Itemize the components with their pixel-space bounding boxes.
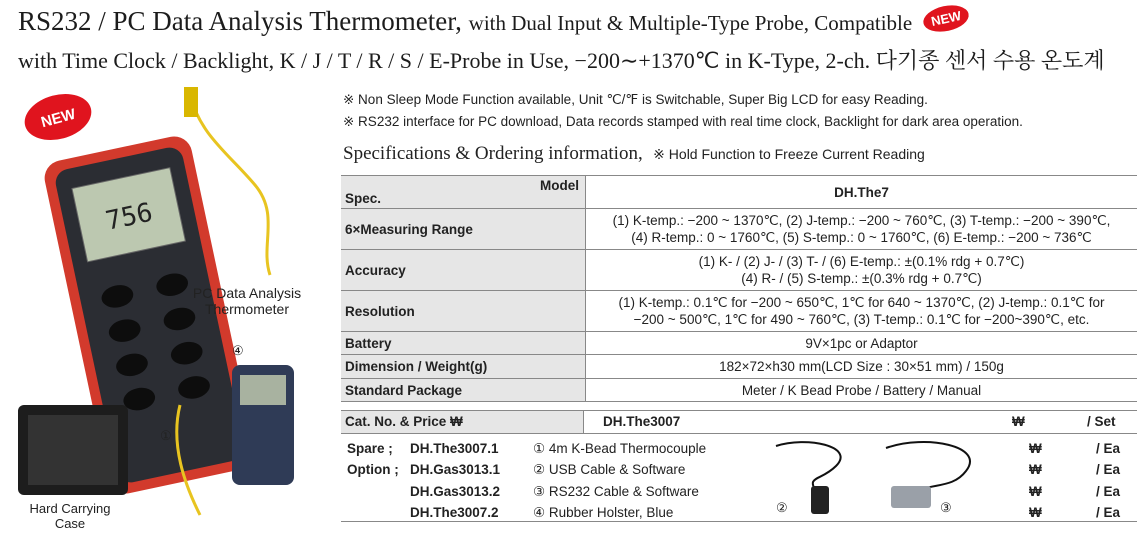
spec-line: (1) K-temp.: 0.1℃ for −200 ~ 650℃, 1℃ for 640 ~ 1370℃, (2) J-temp.: 0.1℃ for [618,295,1105,310]
spec-row-label: Battery [341,332,586,355]
spec-line: −200 ~ 500℃, 1℃ for 490 ~ 760℃, (3) T-temp.: 0.1℃ for −200~390℃, etc. [633,312,1090,327]
title-line-1 [18,6,969,37]
section-heading [343,143,925,165]
mark-1: ① [160,428,172,443]
spare-code: DH.The3007.1 [410,441,499,456]
bottom-divider [341,521,1137,522]
section-note: ※ Hold Function to Freeze Current Reading [653,146,925,162]
spec-label: Spec. [345,191,382,206]
spec-line: (1) K- / (2) J- / (3) T- / (6) E-temp.: ±(0.1% rdg + 0.7℃) [698,254,1025,269]
mark-3: ③ [940,500,952,515]
spec-row-label: Accuracy [341,250,586,291]
spare-won: ₩ [1029,441,1042,456]
spare-unit: / Ea [1096,505,1121,520]
spec-row-value [586,291,1138,332]
spec-table [341,175,1137,402]
lcd-reading: 756 [103,197,156,237]
order-won: ₩ [1012,414,1025,429]
order-row [341,410,1137,434]
rs232-connector [891,486,931,508]
spare-unit: / Ea [1096,462,1121,477]
spare-unit: / Ea [1096,441,1121,456]
spec-row [341,355,1137,379]
mark-4: ④ [232,343,244,358]
spec-header-label [341,176,586,209]
spec-row-label: Resolution [341,291,586,332]
spec-row [341,250,1137,291]
spec-line: (1) K-temp.: −200 ~ 1370℃, (2) J-temp.: −200 ~ 760℃, (3) T-temp.: −200 ~ 390℃, [612,213,1111,228]
usb-cable [776,442,841,491]
title-sub: with Dual Input & Multiple-Type Probe, Compatible [468,11,913,35]
title-line-2: with Time Clock / Backlight, K / J / T / R / S / E-Probe in Use, −200∼+1370℃ in K-Type, 2-ch. 다기종 센서 수용 온도계 [18,48,1105,73]
spec-row-value: Meter / K Bead Probe / Battery / Manual [586,379,1138,402]
spec-line: (4) R-temp.: 0 ~ 1760℃, (5) S-temp.: 0 ~ 1760℃, (6) E-temp.: −200 ~ 736℃ [631,230,1092,245]
title-main: RS232 / PC Data Analysis Thermometer, [18,6,462,36]
spec-header-row [341,176,1137,209]
order-label: Cat. No. & Price ₩ [341,411,584,433]
spare-won: ₩ [1029,484,1042,499]
spare-unit: / Ea [1096,484,1121,499]
spare-won: ₩ [1029,462,1042,477]
spec-row-label: Dimension / Weight(g) [341,355,586,379]
cable-illustration [766,436,996,518]
option-label: Option ; [347,462,399,477]
model-value: DH.The7 [586,176,1138,209]
spare-code: DH.The3007.2 [410,505,499,520]
spare-desc: ① 4m K-Bead Thermocouple [533,441,707,456]
spec-row-label: Standard Package [341,379,586,402]
spare-desc: ③ RS232 Cable & Software [533,484,699,499]
spec-row [341,332,1137,355]
order-code: DH.The3007 [603,414,681,429]
mark-2: ② [776,500,788,515]
svg-text:NEW: NEW [39,105,78,132]
spec-row-value [586,209,1138,250]
note-2: ※ RS232 interface for PC download, Data records stamped with real time clock, Backlight for dark area operation. [343,114,1023,129]
spec-row-label: 6×Measuring Range [341,209,586,250]
note-1: ※ Non Sleep Mode Function available, Unit ℃/℉ is Switchable, Super Big LCD for easy Reading. [343,92,928,107]
product-new-badge [19,87,96,147]
spec-row [341,291,1137,332]
order-unit: / Set [1087,414,1116,429]
model-label: Model [540,178,579,193]
spec-line: (4) R- / (5) S-temp.: ±(0.3% rdg + 0.7℃) [741,271,982,286]
usb-adapter [811,486,829,514]
spec-row [341,379,1137,402]
spare-code: DH.Gas3013.1 [410,462,501,477]
spare-label: Spare ; [347,441,393,456]
spare-desc: ② USB Cable & Software [533,462,686,477]
new-badge: NEW [921,1,972,35]
spec-row-value: 182×72×h30 mm(LCD Size : 30×51 mm) / 150g [586,355,1138,379]
spec-row-value [586,250,1138,291]
spec-row-value: 9V×1pc or Adaptor [586,332,1138,355]
spare-won: ₩ [1029,505,1042,520]
case-label: Hard Carrying Case [29,501,111,531]
spare-code: DH.Gas3013.2 [410,484,501,499]
section-title: Specifications & Ordering information, [343,143,643,164]
spare-desc: ④ Rubber Holster, Blue [533,505,674,520]
spec-row [341,209,1137,250]
product-label: PC Data Analysis Thermometer [192,285,302,317]
probe-plug [184,87,198,117]
